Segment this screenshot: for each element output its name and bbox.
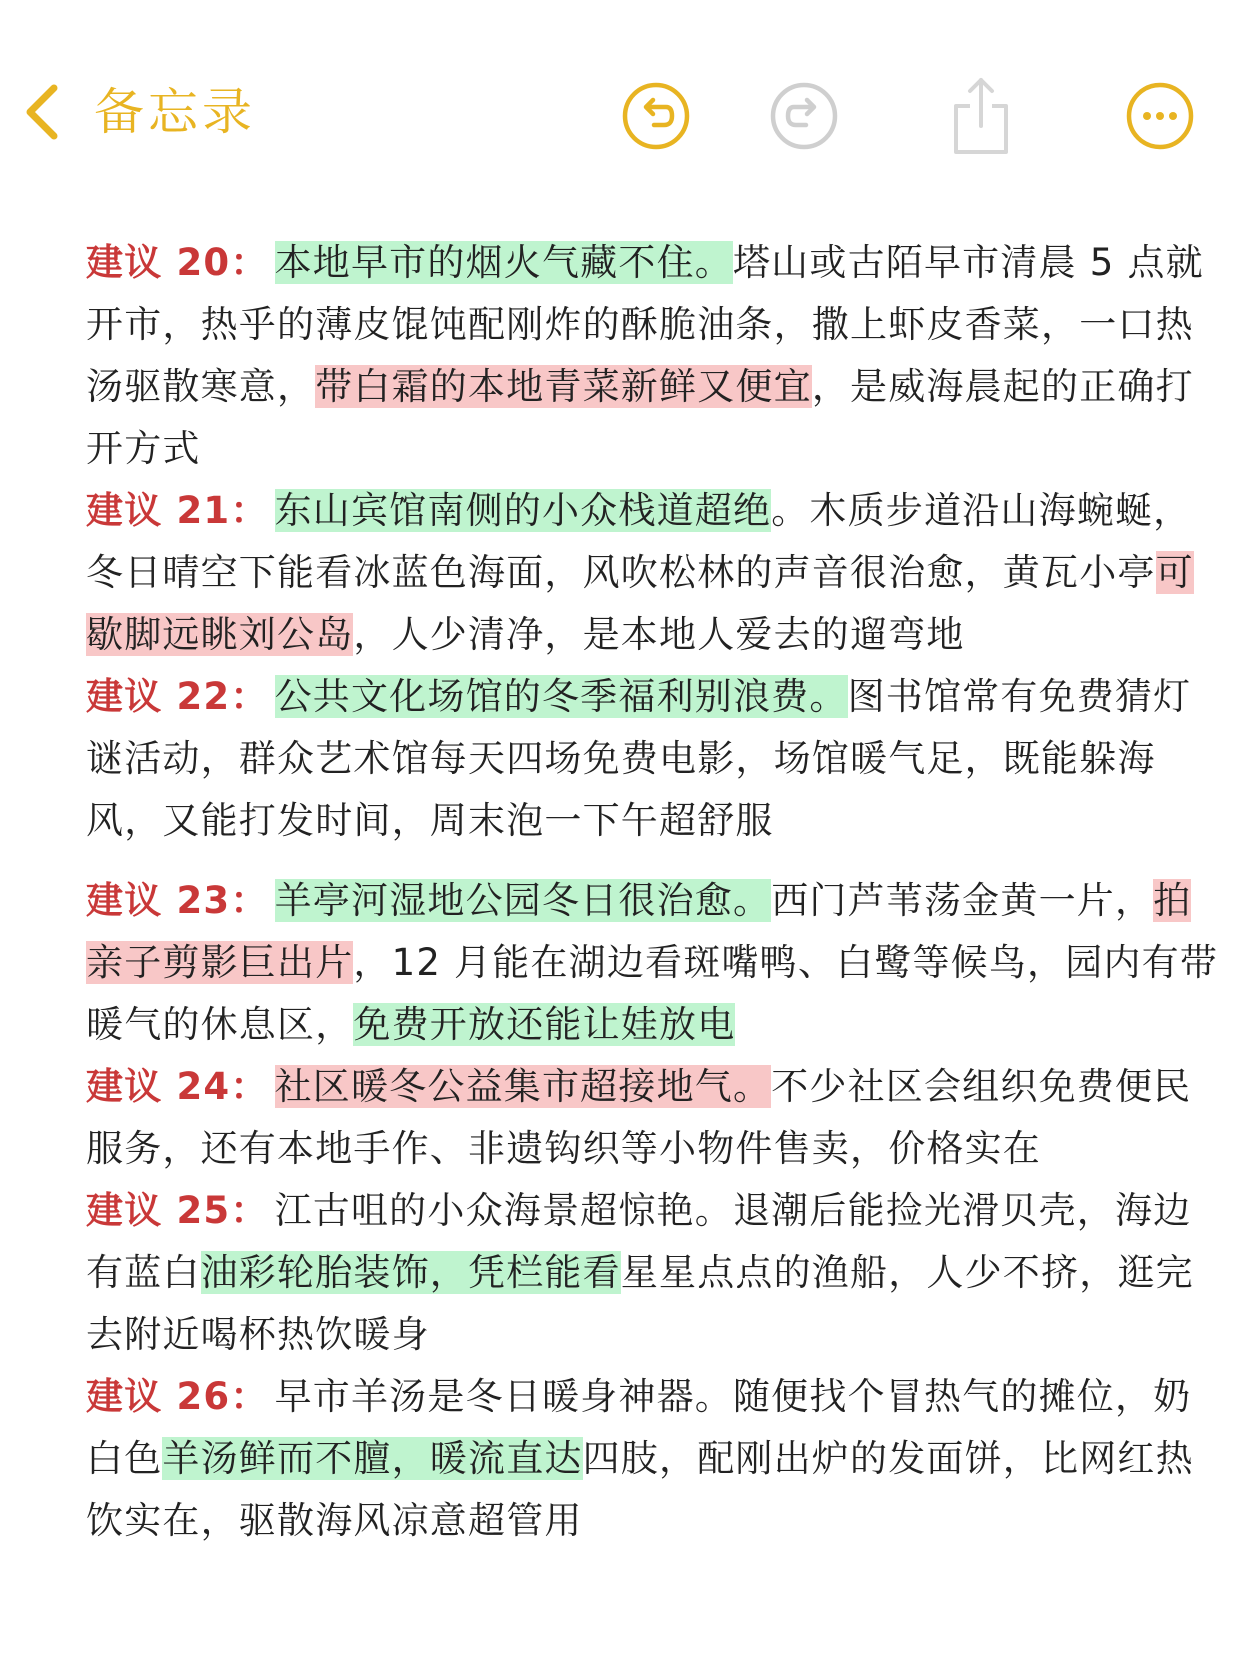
note-text: 塔山或古陌早市清晨 5 点就开市，热乎的薄皮馄饨配刚炸的酥脆油条，撒上虾皮香菜，一口热汤驱散寒意， <box>86 241 1204 408</box>
highlight-pink-text: 可歇脚远眺刘公岛 <box>86 551 1194 656</box>
note-paragraph <box>86 870 1226 1056</box>
note-text: ，是威海晨起的正确打开方式 <box>86 365 1194 470</box>
note-label: 建议 21： <box>86 489 269 532</box>
back-button[interactable] <box>22 82 256 142</box>
note-paragraph <box>86 480 1226 666</box>
back-label: 备忘录 <box>94 83 256 141</box>
share-icon <box>946 74 1016 156</box>
note-label: 建议 24： <box>86 1065 269 1108</box>
note-text: 图书馆常有免费猜灯谜活动，群众艺术馆每天四场免费电影，场馆暖气足，既能躲海风，又能打发时间，周末泡一下午超舒服 <box>86 675 1192 842</box>
highlight-green-text: 本地早市的烟火气藏不住。 <box>274 241 733 284</box>
highlight-green-text: 羊亭河湿地公园冬日很治愈。 <box>274 879 772 922</box>
more-button[interactable] <box>1124 80 1196 152</box>
note-text: 西门芦苇荡金黄一片， <box>771 879 1154 922</box>
undo-button[interactable] <box>620 80 692 152</box>
highlight-pink-text: 拍亲子剪影巨出片 <box>86 879 1192 984</box>
note-text: ，人少清净，是本地人爱去的遛弯地 <box>353 613 965 656</box>
note-label: 建议 20： <box>86 241 269 284</box>
share-button[interactable] <box>946 74 1016 156</box>
highlight-green-text: 东山宾馆南侧的小众栈道超绝 <box>274 489 772 532</box>
note-label: 建议 23： <box>86 879 269 922</box>
highlight-pink-text: 带白霜的本地青菜新鲜又便宜 <box>315 365 812 408</box>
note-paragraph <box>86 666 1226 852</box>
chevron-left-icon <box>22 82 62 142</box>
highlight-green-text: 免费开放还能让娃放电 <box>353 1003 736 1046</box>
navigation-bar <box>0 0 1242 200</box>
note-text: 早市羊汤是冬日暖身神器。随便找个冒热气的摊位，奶白色 <box>86 1375 1192 1480</box>
note-label: 建议 26： <box>86 1375 269 1418</box>
highlight-green-text: 公共文化场馆的冬季福利别浪费。 <box>274 675 848 718</box>
note-text: 四肢，配刚出炉的发面饼，比网红热饮实在，驱散海风凉意超管用 <box>86 1437 1194 1542</box>
more-icon <box>1124 80 1196 152</box>
note-label: 建议 25： <box>86 1189 269 1232</box>
highlight-green-text: 油彩轮胎装饰，凭栏能看 <box>200 1251 621 1294</box>
note-paragraph <box>86 1366 1226 1552</box>
note-text: 。木质步道沿山海蜿蜒，冬日晴空下能看冰蓝色海面，风吹松林的声音很治愈，黄瓦小亭 <box>86 489 1192 594</box>
redo-button[interactable] <box>768 80 840 152</box>
note-text: ，12 月能在湖边看斑嘴鸭、白鹭等候鸟，园内有带暖气的休息区， <box>86 941 1219 1046</box>
note-text: 星星点点的渔船，人少不挤，逛完去附近喝杯热饮暖身 <box>86 1251 1194 1356</box>
note-paragraph <box>86 1056 1226 1180</box>
note-body[interactable] <box>86 232 1226 1552</box>
note-paragraph <box>86 232 1226 480</box>
undo-icon <box>620 80 692 152</box>
highlight-green-text: 羊汤鲜而不膻，暖流直达 <box>162 1437 583 1480</box>
note-text: 江古咀的小众海景超惊艳。退潮后能捡光滑贝壳，海边有蓝白 <box>86 1189 1192 1294</box>
redo-icon <box>768 80 840 152</box>
highlight-pink-text: 社区暖冬公益集市超接地气。 <box>274 1065 772 1108</box>
note-text: 不少社区会组织免费便民服务，还有本地手作、非遗钩织等小物件售卖，价格实在 <box>86 1065 1192 1170</box>
note-paragraph <box>86 1180 1226 1366</box>
note-label: 建议 22： <box>86 675 269 718</box>
